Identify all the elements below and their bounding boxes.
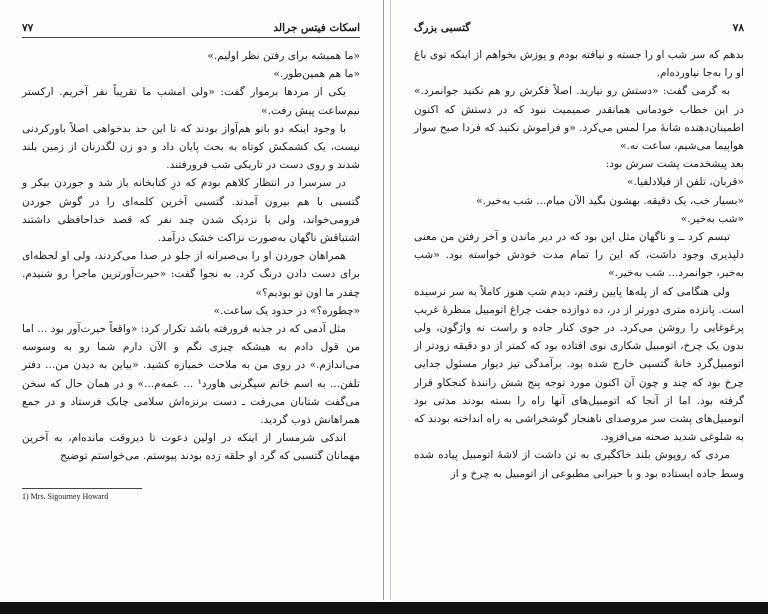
- left-page: [0, 0, 382, 602]
- scan-bottom-edge: [0, 602, 768, 614]
- right-paragraph: مردی که روپوش بلند خاکگیری به تن داشت از لاشهٔ اتومبیل پیاده شده وسط جاده ایستاده بود و با حیرانی مطبوعی از اتومبیل به چرخ و از: [414, 449, 744, 480]
- right-paragraph: «شب به‌خیر.»: [680, 212, 744, 225]
- left-paragraph: یکی از مردها برموار گفت: «ولی امشب ما تقریباً نفر آخریم. ارکستر نیم‌ساعت پیش رفت.»: [22, 86, 360, 117]
- right-running-head: [414, 22, 744, 37]
- left-paragraph: «ما هم همین‌طور.»: [273, 68, 360, 81]
- right-body-text: [414, 46, 744, 483]
- footnote: 1) Mrs. Sigourney Howard: [22, 491, 109, 501]
- right-paragraph: «بسیار خب، یک دقیقه. بهشون بگید الآن میام... شب به‌خیر.»: [476, 194, 744, 207]
- left-paragraph: در سرسرا در انتظار کلاهم بودم که درِ کتابخانه باز شد و جوردن بیکر و گتسبی با هم بیرون آمدند. گتسبی آخرین کلمه‌ای را در گوش جوردن فرومی‌خواند، ولی با نزدیک شدن چند نفر که قصد خداحافظی داشتند اشتیاقش ناگهان به‌صورت نزاکت خشک درآمد.: [22, 177, 360, 245]
- gutter-divider-inner: [390, 0, 391, 600]
- gutter-divider: [383, 0, 384, 600]
- right-page-number: ۷۸: [732, 22, 744, 34]
- left-running-title: اسکات فیتس جرالد: [273, 22, 360, 34]
- right-paragraph: بعد پیشخدمت پشت سرش بود:: [605, 158, 744, 171]
- left-paragraph: همراهان جوردن او را بی‌صبرانه از جلو در صدا می‌کردند، ولی او لحظه‌ای برای دست دادن درنگ کرد. به نجوا گفت: «حیرت‌آورترین ماجرا رو شنیدم. چقدر ما اون تو بودیم؟»: [22, 250, 360, 299]
- left-paragraph: «ما همیشه برای رفتن نظر اولیم.»: [207, 50, 360, 62]
- left-paragraph: مثل آدمی که در جذبه فرورفته باشد تکرار کرد: «واقعاً حیرت‌آور بود ... اما من قول دادم به هیشکه چیزی نگم و الآن دارم شما رو به وسوسه می‌اندازم.» در روی من به ملاحت خمیازه کشید. «بیاین به دیدن من... دفتر تلفن... به اسم خانم سیگرنی هاورد¹ ... عمه‌م...» و در همان حال که سخن می‌گفت شتابان می‌رفت ـ دست برنزه‌اش سلامی چابک فرستاد و در جمع همراهانش ذوب گردید.: [22, 323, 360, 427]
- left-paragraph: اندکی شرمسار از اینکه در اولین دعوت تا دیروقت مانده‌ام، به آخرین مهمانان گتسبی که گرد او حلقه زده بودند پیوستم. می‌خواستم توضیح: [22, 432, 360, 463]
- right-paragraph: «قربان، تلفن از فیلادلفیا.»: [627, 176, 744, 189]
- right-running-title: گتسبی بزرگ: [414, 22, 471, 34]
- right-paragraph: بدهم که سر شب او را جسته و نیافته بودم و پوزش بخواهم از اینکه توی باغ او را به‌جا نیاورده‌ام.: [414, 49, 744, 80]
- footnote-divider: [22, 488, 142, 489]
- left-running-head: [22, 22, 360, 38]
- right-page: [392, 0, 768, 602]
- left-paragraph: «چطوره؟» در حدود یک ساعت.»: [213, 304, 360, 317]
- right-paragraph: به گرمی گفت: «دستش رو نیارید. اصلاً فکرش رو هم نکنید جوانمرد.» در این خطاب خودمانی همانقدر صمیمیت نبود که در دستش که اکنون اطمینان‌دهنده شانهٔ مرا لمس می‌کرد. «و فراموش نکنید که فردا صبح سوار هواپیما می‌شیم، ساعت نه.»: [414, 85, 744, 153]
- left-page-number: ۷۷: [22, 22, 34, 34]
- right-paragraph: تبسم کرد ــ و ناگهان مثل این بود که در دیر ماندن و آخر رفتن من معنی دلپذیری وجود داشت، که این را تمام مدت خودش خواسته بود. «شب به‌خیر، جوانمرد... شب به‌خیر.»: [414, 231, 744, 280]
- right-paragraph: ولی هنگامی که از پله‌ها پایین رفتم، دیدم شب هنوز کاملاً به سر نرسیده است. پانزده متری دورتر از در، ده دوازده جفت چراغ اتومبیل منظرهٔ غریب پرغوغایی را روشن می‌کرد. در جوی کنار جاده و راست نه واژگون، ولی بدون یک چرخ، اتومبیل شکاری نوی افتاده بود که کمتر از دو دقیقه زودتر از اتومبیل‌گرد خانهٔ گتسبی خارج شده بود. برآمدگی تیز دیوار مسئول جدایی چرخ بود که چند و چون آن اکنون مورد توجه پنج شش رانندهٔ کنجکاو قرار گرفته بود. اما از آنجا که اتومبیل‌های آنها راه را بسته بودند مدتی بود اتومبیل‌های پشت سر مروصدای ناهنجار گوشخراشی به راه انداخته بودند که به شلوغی شدید صحنه می‌افزود.: [414, 285, 744, 444]
- left-body-text: [22, 47, 360, 466]
- left-paragraph: با وجود اینکه دو بانو هم‌آواز بودند که تا این حد بدخواهی اصلاً باورکردنی نیست، یک کشمکش کوتاه به بحث پایان داد و دو زن لگدزنان از زمین بلند شدند و روی دست در تاریکی شب فرورفتند.: [22, 122, 360, 172]
